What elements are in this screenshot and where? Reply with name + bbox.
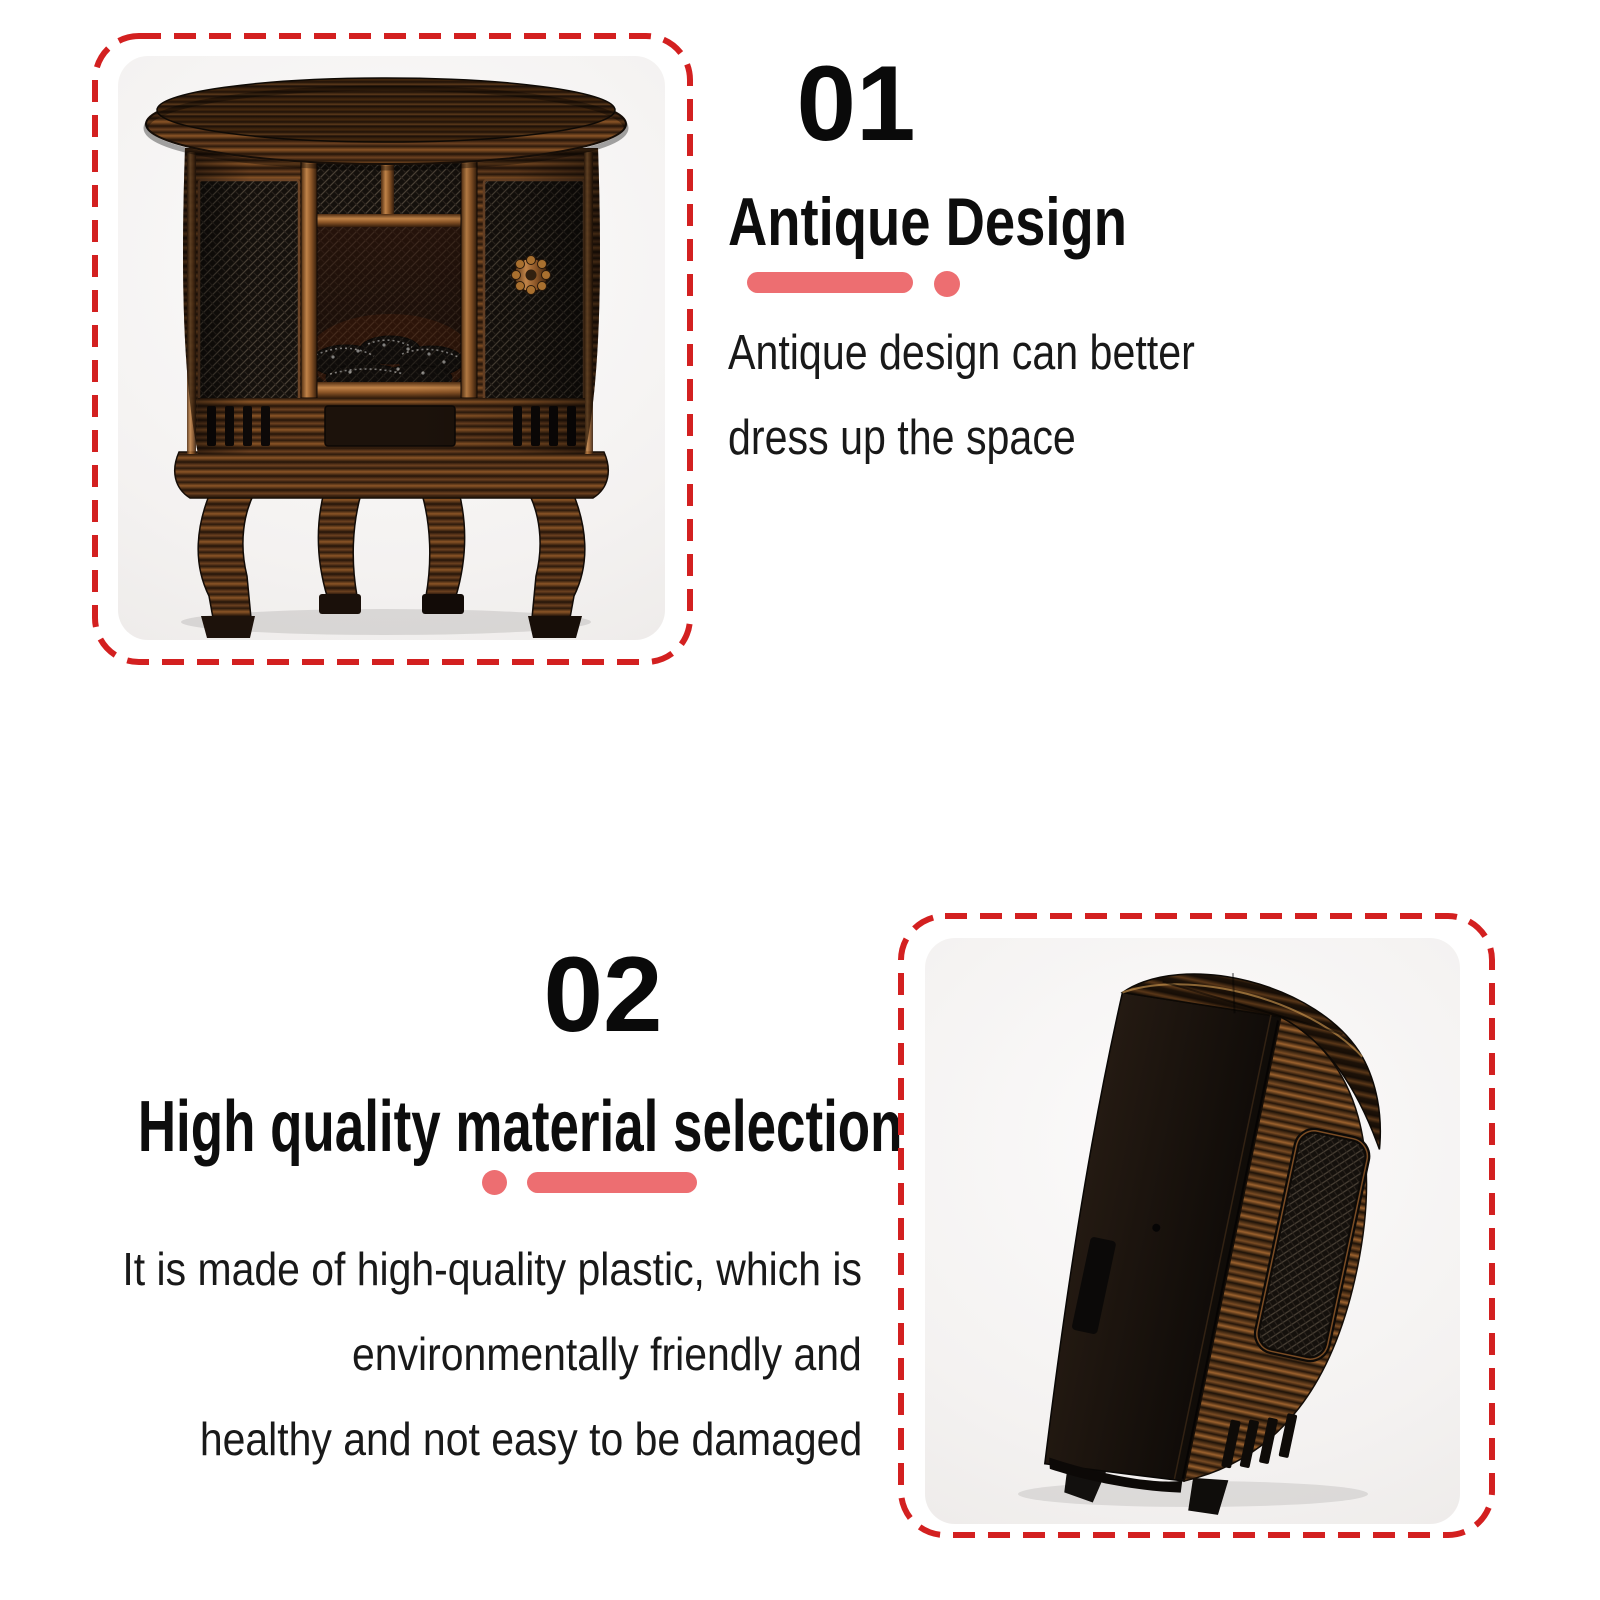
section-2-body-line-1: It is made of high-quality plastic, which is: [122, 1243, 862, 1295]
section-number-2: 02: [543, 934, 663, 1054]
section-title-1-text: Antique Design: [728, 184, 1127, 260]
section-1-body-line-1: Antique design can better: [728, 326, 1195, 380]
section-2-body-line-3: healthy and not easy to be damaged: [199, 1413, 862, 1465]
section-title-1: [728, 184, 1227, 260]
photo-frame-2: [898, 913, 1495, 1538]
section-title-2-text: High quality material selection: [137, 1087, 903, 1167]
accent-dot-2: [482, 1170, 507, 1195]
accent-bar-2: [527, 1172, 697, 1193]
accent-dot-1: [934, 271, 960, 297]
section-number-1: 01: [796, 43, 916, 163]
section-2-body-line-2: environmentally friendly and: [352, 1328, 862, 1380]
dashed-border-1: [92, 33, 693, 665]
section-1-body-line-2: dress up the space: [728, 411, 1076, 465]
dashed-border-2: [898, 913, 1495, 1538]
accent-bar-1: [747, 272, 913, 293]
photo-frame-1: [92, 33, 693, 665]
section-title-2: [0, 1087, 954, 1167]
